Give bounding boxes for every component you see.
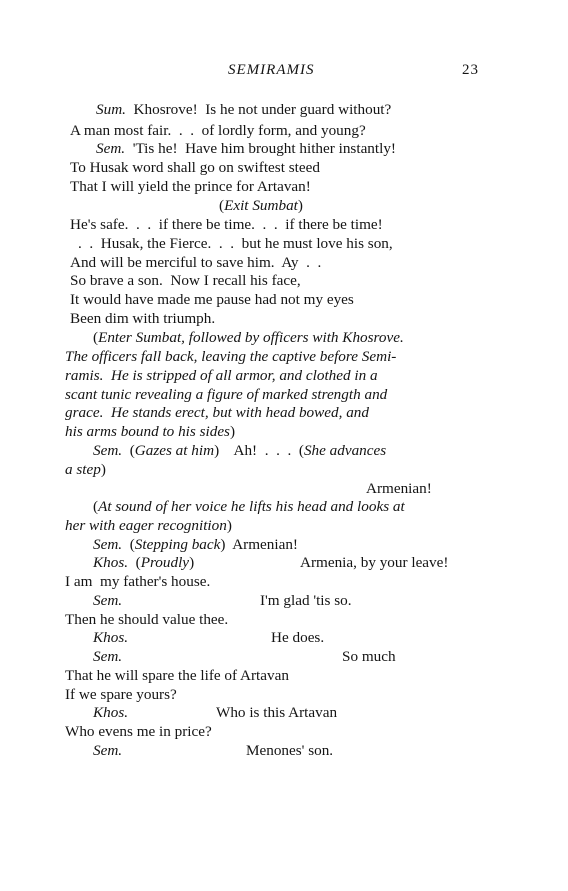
- stage-direction: her with eager recognition): [65, 517, 232, 534]
- line-26: Armenia, by your leave!: [300, 554, 449, 571]
- line-40: [93, 742, 122, 760]
- line-37: [93, 704, 128, 722]
- stage-direction: grace. He stands erect, but with head bowed, and: [65, 404, 369, 421]
- line-25: Khos. (Proudly): [93, 554, 195, 571]
- speaker: Sem.: [96, 140, 126, 157]
- line-10: So brave a son. Now I recall his face,: [70, 272, 301, 289]
- stage-direction: his arms bound to his sides): [65, 423, 236, 440]
- page-number: 23: [462, 62, 479, 78]
- line-12: Been dim with triumph.: [70, 310, 216, 327]
- running-title: SEMIRAMIS: [228, 62, 315, 78]
- line-33: [93, 648, 122, 666]
- line-27: I am my father's house.: [65, 573, 211, 590]
- line-39: Who evens me in price?: [65, 723, 212, 740]
- line-1: Sum. Khosrove! Is he not under guard without?: [96, 101, 392, 118]
- line-28: [93, 592, 122, 610]
- line-5: That I will yield the prince for Artavan!: [70, 178, 311, 195]
- stage-direction: ramis. He is stripped of all armor, and clothed in a: [65, 367, 378, 384]
- line-11: It would have made me pause had not my eyes: [70, 291, 354, 308]
- speaker: Khos.: [93, 704, 129, 721]
- line-3: Sem. 'Tis he! Have him brought hither instantly!: [96, 140, 396, 157]
- speaker: Sem.: [93, 592, 123, 609]
- line-21: Armenian!: [366, 480, 432, 497]
- line-34: So much: [342, 648, 396, 665]
- line-2: A man most fair. . . of lordly form, and young?: [70, 122, 366, 139]
- line-31: [93, 629, 128, 647]
- line-19: Sem. (Gazes at him) Ah! . . . (She advances: [93, 442, 387, 459]
- speaker: Sem.: [93, 648, 123, 665]
- stage-direction: (Exit Sumbat): [219, 197, 303, 214]
- line-41: Menones' son.: [246, 742, 334, 759]
- stage-direction: (Enter Sumbat, followed by officers with Khosrove.: [93, 329, 404, 346]
- line-32: He does.: [271, 629, 325, 646]
- speaker: Sem.: [93, 536, 123, 553]
- line-7: He's safe. . . if there be time. . . if there be time!: [70, 216, 383, 233]
- speaker: Khos.: [93, 629, 129, 646]
- line-8: . . Husak, the Fierce. . . but he must love his son,: [78, 235, 393, 252]
- line-24: Sem. (Stepping back) Armenian!: [93, 536, 298, 553]
- line-4: To Husak word shall go on swiftest steed: [70, 159, 320, 176]
- speaker: Sem.: [93, 742, 123, 759]
- line-35: That he will spare the life of Artavan: [65, 667, 289, 684]
- line-29: I'm glad 'tis so.: [260, 592, 352, 609]
- stage-direction: (At sound of her voice he lifts his head and looks at: [93, 498, 405, 515]
- stage-direction: The officers fall back, leaving the captive before Semi-: [65, 348, 397, 365]
- stage-direction: a step): [65, 461, 106, 478]
- line-9: And will be merciful to save him. Ay . .: [70, 254, 322, 271]
- speaker: Khos.: [93, 554, 129, 571]
- line-30: Then he should value thee.: [65, 611, 229, 628]
- speaker: Sum.: [96, 101, 126, 118]
- stage-direction: scant tunic revealing a figure of marked strength and: [65, 386, 388, 403]
- speaker: Sem.: [93, 442, 123, 459]
- line-36: If we spare yours?: [65, 686, 177, 703]
- line-38: Who is this Artavan: [216, 704, 338, 721]
